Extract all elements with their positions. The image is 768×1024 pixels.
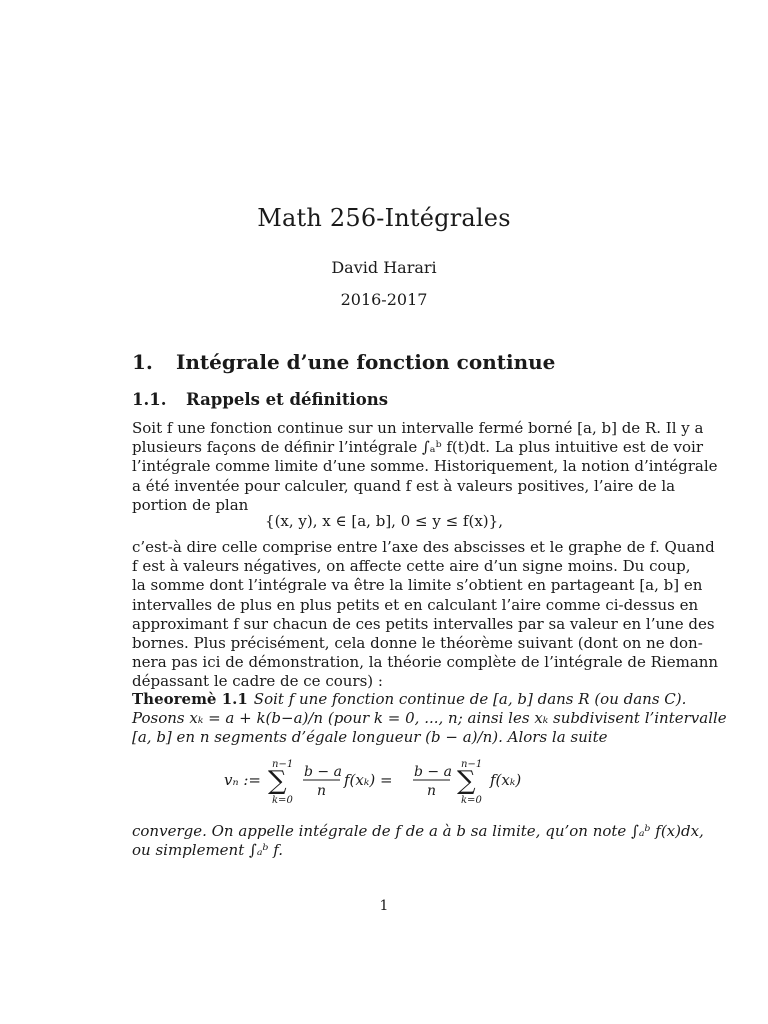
- paragraph-line: intervalles de plus en plus petits et en calculant l’aire comme ci-dessus en: [132, 595, 699, 614]
- paragraph-line: nera pas ici de démonstration, la théorie complète de l’intégrale de Riemann: [132, 653, 719, 672]
- document-date: 2016-2017: [340, 290, 428, 309]
- set-formula: {(x, y), x ∈ [a, b], 0 ≤ y ≤ f(x)},: [265, 512, 503, 530]
- formula-term-1: f(xₖ) =: [344, 771, 393, 789]
- theorem-text: Soit f une fonction continue de [a, b] dans R (ou dans C).: [253, 690, 687, 708]
- theorem-block: [132, 690, 727, 748]
- fraction-denominator-2: n: [427, 783, 437, 799]
- paragraph-line: dépassant le cadre de ce cours) :: [132, 672, 383, 691]
- section-title: Intégrale d’une fonction continue: [176, 350, 556, 374]
- theorem-line: [a, b] en n segments d’égale longueur (b − a)/n). Alors la suite: [132, 728, 608, 747]
- paragraph-line: Soit f une fonction continue sur un intervalle fermé borné [a, b] de R. Il y a: [132, 419, 704, 437]
- riemann-sum-formula: [0, 758, 768, 808]
- paragraph-line: la somme dont l’intégrale va être la limite s’obtient en partageant [a, b] en: [132, 576, 703, 595]
- sum-symbol-2: ∑: [457, 766, 476, 796]
- fraction-denominator: n: [317, 783, 327, 799]
- paragraph-line: plusieurs façons de définir l’intégrale ∫ₐᵇ f(t)dt. La plus intuitive est de voir: [132, 438, 703, 457]
- document-author: David Harari: [331, 258, 437, 277]
- subsection-title: Rappels et définitions: [186, 390, 388, 409]
- sum-upper-bound-2: n−1: [461, 759, 483, 770]
- paragraph-line: bornes. Plus précisément, cela donne le théorème suivant (dont on ne don-: [132, 633, 703, 652]
- paragraph-line: f est à valeurs négatives, on affecte cette aire d’un signe moins. Du coup,: [132, 557, 691, 576]
- sum-upper-bound: n−1: [272, 759, 294, 770]
- conclusion-line: ou simplement ∫ₐᵇ f.: [132, 841, 284, 860]
- sum-lower-bound: k=0: [272, 795, 293, 806]
- theorem-conclusion: [132, 822, 704, 860]
- sum-lower-bound-2: k=0: [461, 795, 482, 806]
- paragraph-line: l’intégrale comme limite d’une somme. Historiquement, la notion d’intégrale: [132, 457, 718, 476]
- document-title: Math 256-Intégrales: [257, 204, 511, 232]
- sum-symbol: ∑: [268, 766, 287, 796]
- conclusion-line: converge. On appelle intégrale de f de a à b sa limite, qu’on note ∫ₐᵇ f(x)dx,: [132, 822, 704, 840]
- theorem-line: [132, 690, 687, 709]
- subsection-heading: [132, 390, 388, 409]
- paragraph-line: approximant f sur chacun de ces petits intervalles par sa valeur en l’une des: [132, 614, 715, 633]
- subsection-number: 1.1.: [132, 390, 167, 409]
- section-number: 1.: [132, 350, 153, 374]
- fraction-numerator-2: b − a: [414, 764, 452, 780]
- theorem-line: Posons xₖ = a + k(b−a)/n (pour k = 0, ..., n; ainsi les xₖ subdivisent l’intervalle: [132, 709, 727, 728]
- theorem-label: Theoremè 1.1: [132, 690, 248, 708]
- paragraph-line: portion de plan: [132, 495, 249, 514]
- formula-term-2: f(xₖ): [490, 771, 522, 789]
- paragraph-line: a été inventée pour calculer, quand f est à valeurs positives, l’aire de la: [132, 476, 676, 495]
- fraction-numerator: b − a: [304, 764, 342, 780]
- page-number: 1: [379, 898, 389, 914]
- riemann-sum-svg: [224, 758, 544, 808]
- paragraph-explanation: [132, 538, 719, 692]
- section-heading: [132, 350, 555, 374]
- paragraph-intro: [132, 419, 718, 515]
- paragraph-line: c’est-à dire celle comprise entre l’axe des abscisses et le graphe de f. Quand: [132, 538, 715, 556]
- formula-lhs: vₙ :=: [224, 771, 261, 789]
